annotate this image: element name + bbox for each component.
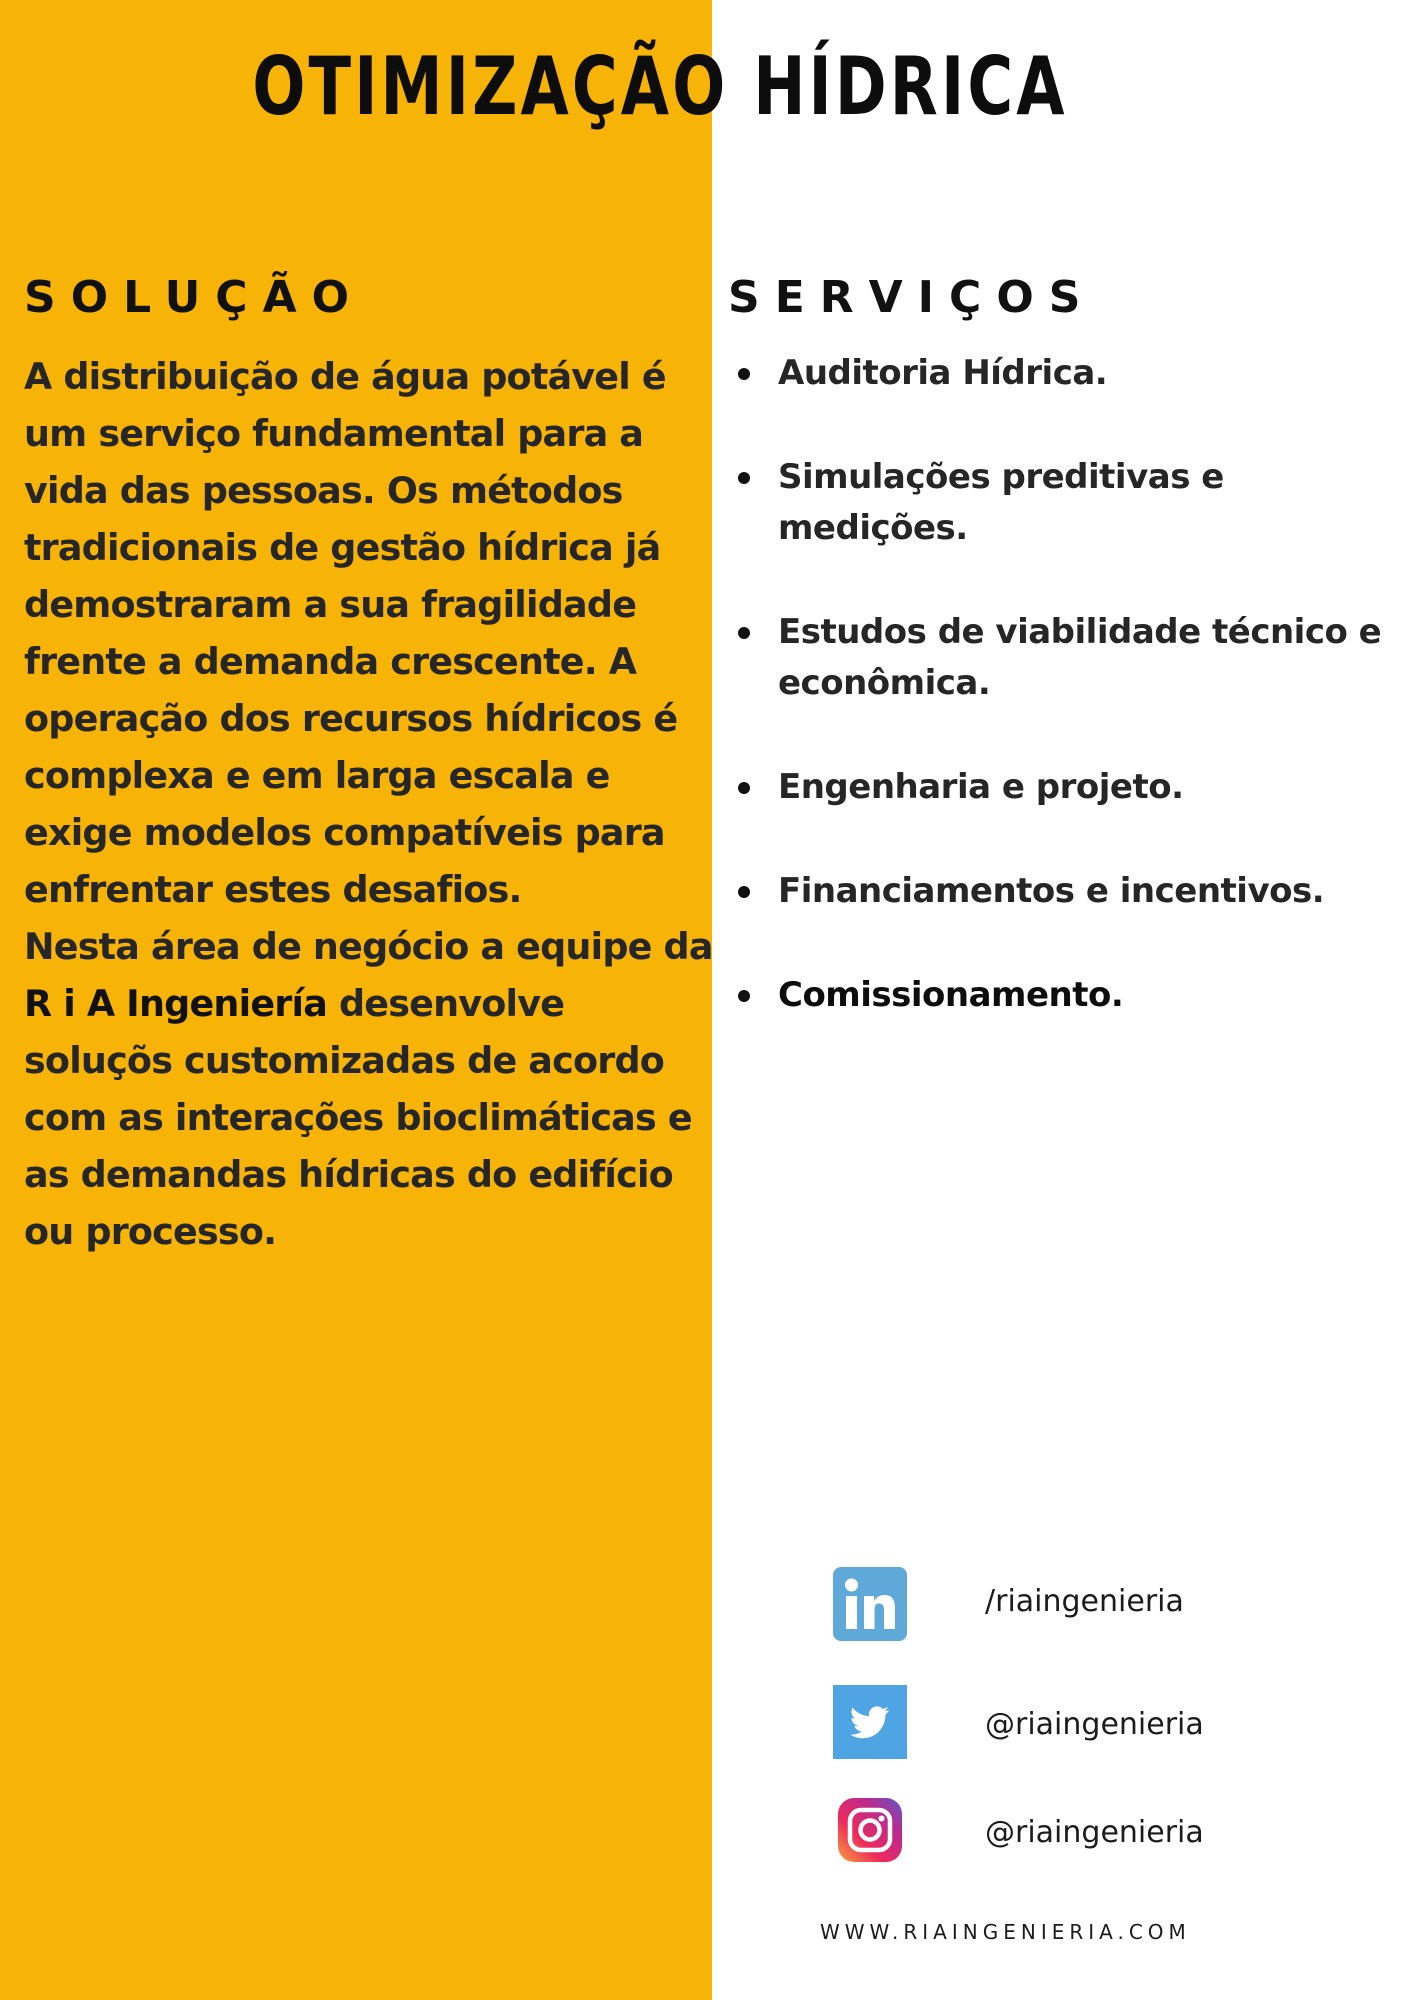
service-item xyxy=(738,970,1398,1021)
paragraph-2-tail: desenvolve soluçõs customizadas de acordo com as interações bioclimáticas e as demandas hídricas do edifício ou processo. xyxy=(24,982,692,1253)
service-label: Auditoria Hídrica. xyxy=(778,353,1108,393)
instagram-handle[interactable]: @riaingenieria xyxy=(985,1815,1204,1850)
service-label: Comissionamento. xyxy=(778,975,1124,1015)
bullet-icon xyxy=(738,886,750,898)
services-heading: SERVIÇOS xyxy=(728,272,1096,323)
bullet-icon xyxy=(738,472,750,484)
bullet-icon xyxy=(738,990,750,1002)
service-item xyxy=(738,452,1398,554)
website-link[interactable]: WWW.RIAINGENIERIA.COM xyxy=(820,1920,1191,1944)
twitter-row xyxy=(0,1685,1414,1765)
paragraph-2-lead: Nesta área de negócio a equipe da xyxy=(24,925,713,968)
services-list xyxy=(738,348,1398,1074)
service-item xyxy=(738,866,1398,917)
linkedin-icon[interactable] xyxy=(833,1567,907,1641)
solution-paragraph-2 xyxy=(24,918,714,1260)
page-title: OTIMIZAÇÃO HÍDRICA xyxy=(252,40,1068,133)
service-item xyxy=(738,762,1398,813)
solution-paragraph-1: A distribuição de água potável é um serviço fundamental para a vida das pessoas. Os métodos tradicionais de gestão hídrica já demostraram a sua fragilidade frente a demanda crescente. A operação dos recursos hídricos é complexa e em larga escala e exige modelos compatíveis para enfrentar estes desafios. xyxy=(24,355,678,911)
service-label: Engenharia e projeto. xyxy=(778,767,1184,807)
service-label: Estudos de viabilidade técnico e econômica. xyxy=(778,612,1382,703)
linkedin-handle[interactable]: /riaingenieria xyxy=(985,1584,1184,1619)
instagram-row xyxy=(0,1793,1414,1873)
twitter-icon[interactable] xyxy=(833,1685,907,1759)
solution-heading: SOLUÇÃO xyxy=(24,272,365,323)
linkedin-row xyxy=(0,1562,1414,1642)
bullet-icon xyxy=(738,368,750,380)
brand-name: R i A Ingeniería xyxy=(24,982,328,1025)
service-label: Simulações preditivas e medições. xyxy=(778,457,1224,548)
solution-text xyxy=(24,348,714,1260)
bullet-icon xyxy=(738,627,750,639)
instagram-icon[interactable] xyxy=(833,1793,907,1867)
service-item xyxy=(738,348,1398,399)
service-label: Financiamentos e incentivos. xyxy=(778,871,1325,911)
service-item xyxy=(738,607,1398,709)
twitter-handle[interactable]: @riaingenieria xyxy=(985,1707,1204,1742)
bullet-icon xyxy=(738,782,750,794)
